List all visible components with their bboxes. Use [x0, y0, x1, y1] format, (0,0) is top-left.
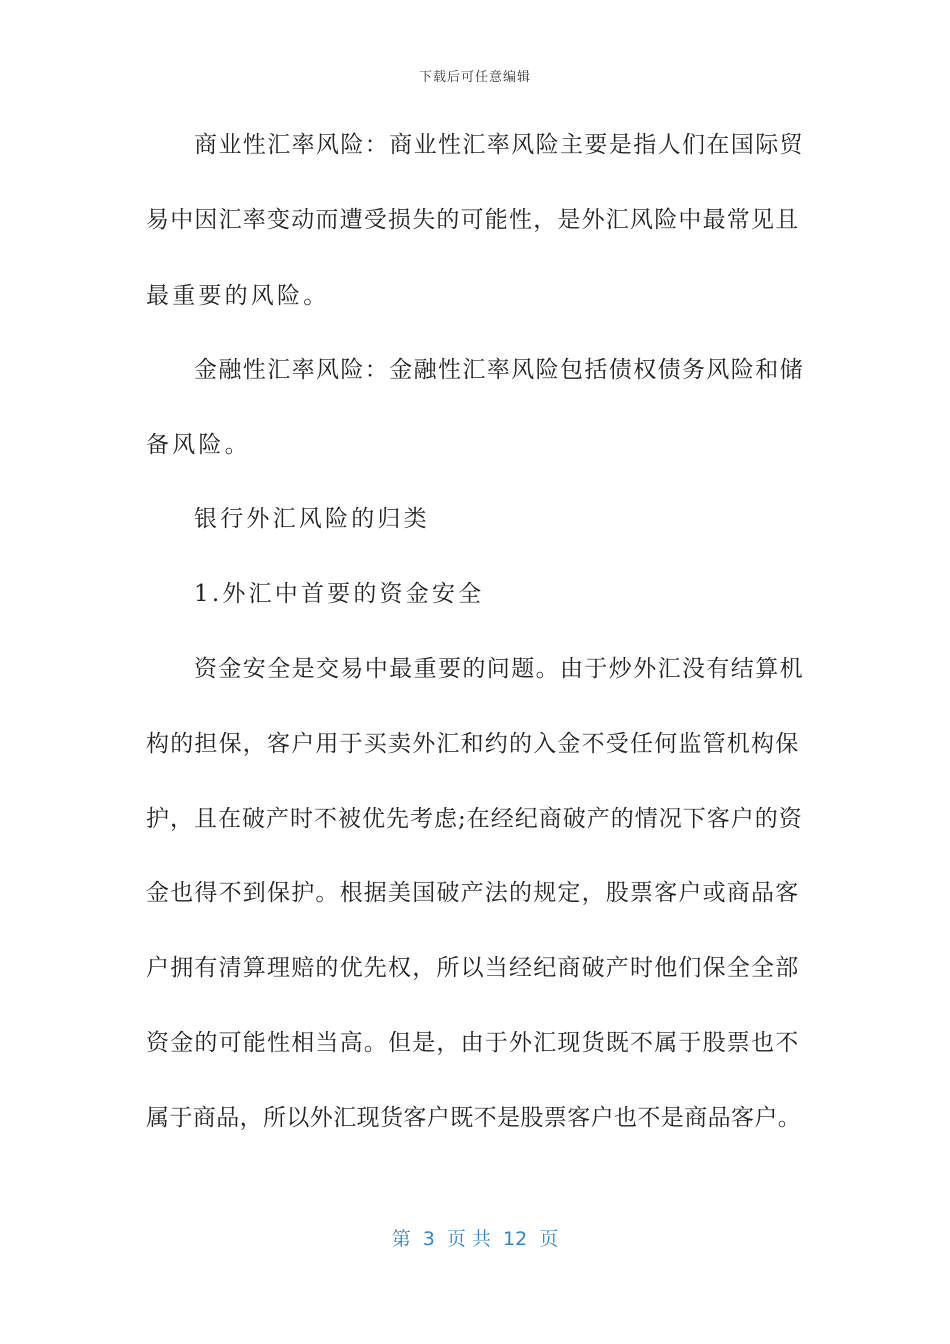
subsection-heading: 1.外汇中首要的资金安全: [194, 581, 485, 607]
section-heading: 银行外汇风险的归类: [194, 506, 430, 532]
paragraph-line: 户拥有清算理赔的优先权，所以当经纪商破产时他们保全全部: [146, 955, 800, 981]
page-number-footer: 第 3 页 共 12 页: [391, 1228, 559, 1250]
paragraph-line: 易中因汇率变动而遭受损失的可能性，是外汇风险中最常见且: [146, 207, 800, 233]
paragraph-line: 商业性汇率风险：商业性汇率风险主要是指人们在国际贸: [194, 132, 804, 158]
paragraph-line: 构的担保，客户用于买卖外汇和约的入金不受任何监管机构保: [146, 731, 800, 757]
paragraph-line: 金也得不到保护。根据美国破产法的规定，股票客户或商品客: [146, 880, 800, 906]
paragraph-line: 资金安全是交易中最重要的问题。由于炒外汇没有结算机: [194, 656, 804, 682]
page-header: 下载后可任意编辑: [418, 70, 531, 85]
paragraph-line: 最重要的风险。: [146, 283, 330, 309]
paragraph-line: 属于商品，所以外汇现货客户既不是股票客户也不是商品客户。: [146, 1105, 802, 1131]
paragraph-line: 金融性汇率风险：金融性汇率风险包括债权债务风险和储: [194, 357, 804, 383]
paragraph-line: 护，且在破产时不被优先考虑;在经纪商破产的情况下客户的资: [146, 806, 803, 832]
paragraph-line: 资金的可能性相当高。但是，由于外汇现货既不属于股票也不: [146, 1030, 800, 1056]
paragraph-line: 备风险。: [146, 432, 251, 458]
